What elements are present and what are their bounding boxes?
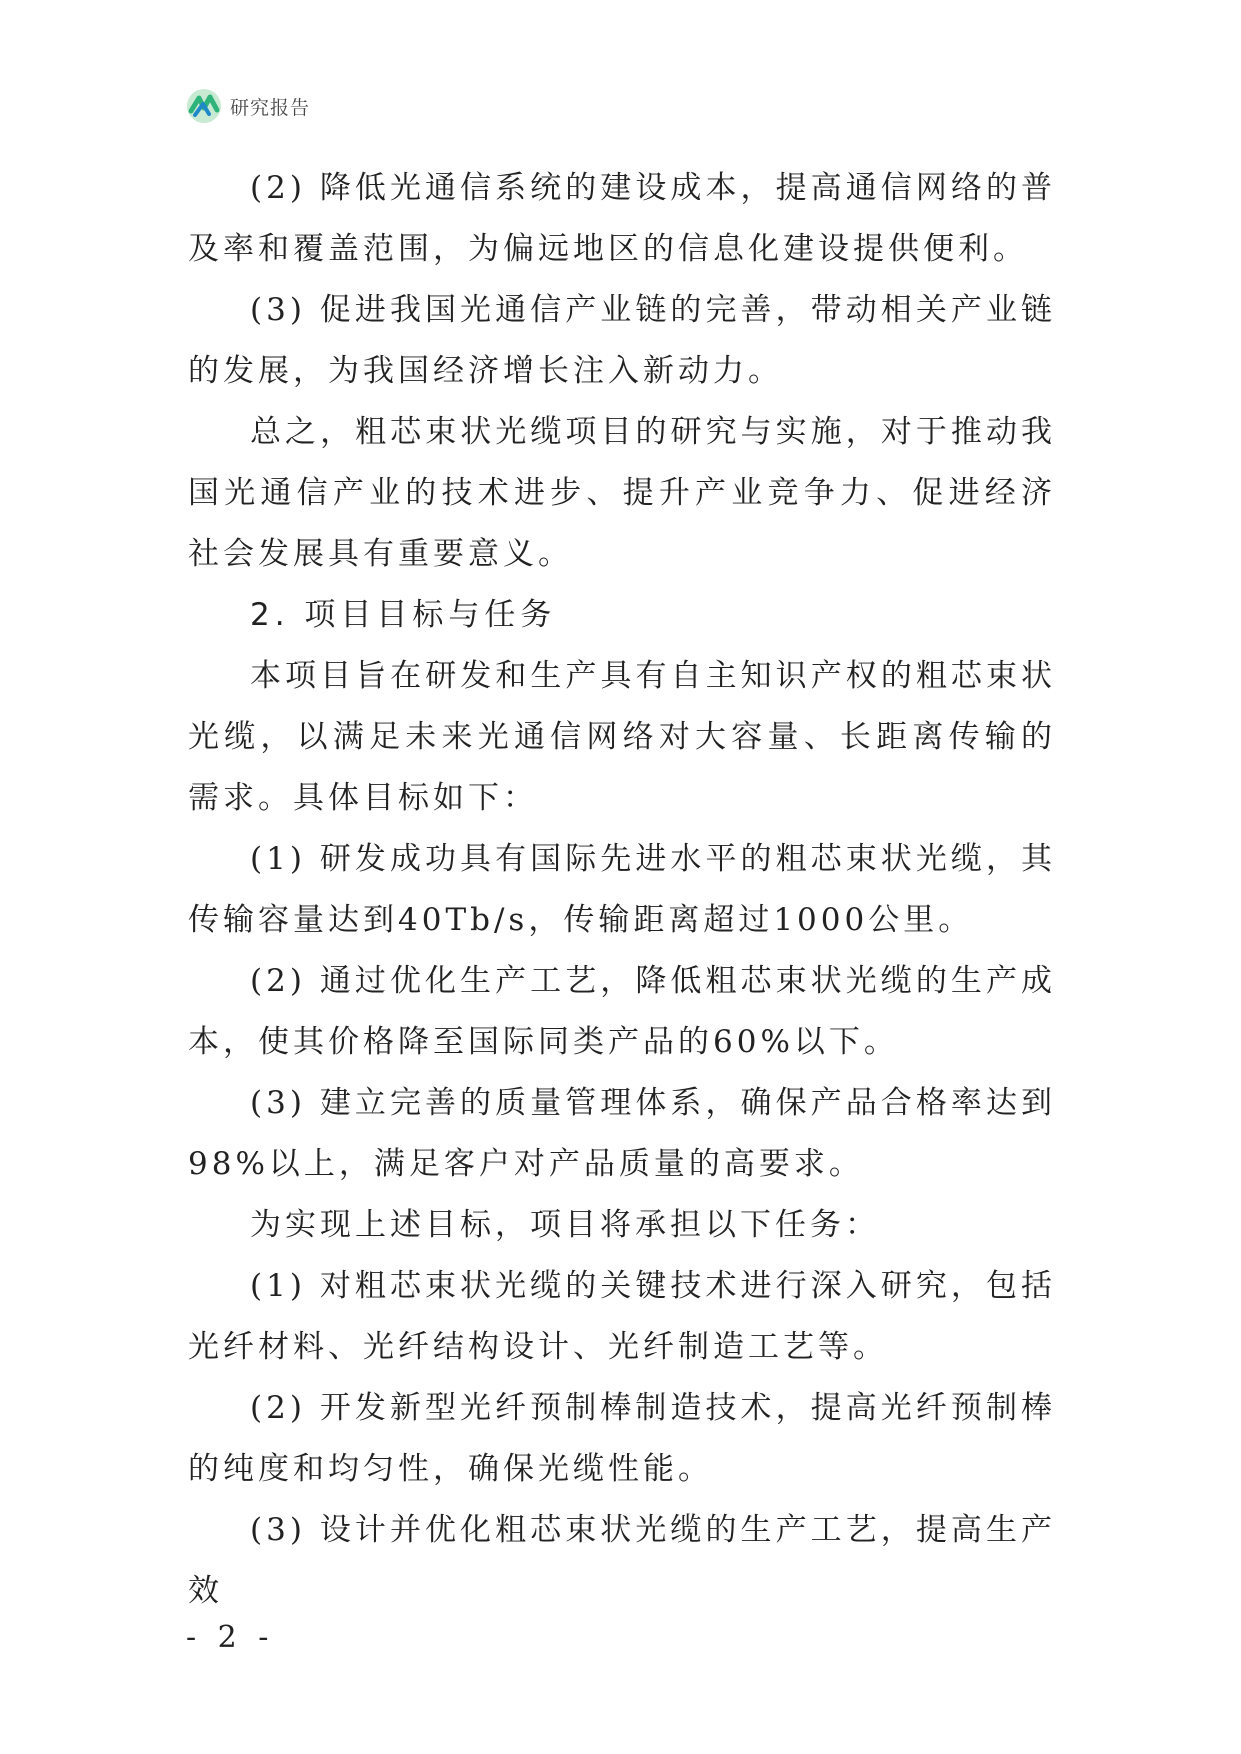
paragraph: (2) 降低光通信系统的建设成本，提高通信网络的普及率和覆盖范围，为偏远地区的信息化建设提供便利。 bbox=[188, 170, 1056, 267]
paragraph: (3) 建立完善的质量管理体系，确保产品合格率达到98%以上，满足客户对产品质量的高要求。 bbox=[188, 1085, 1056, 1182]
report-logo-icon bbox=[186, 88, 222, 124]
paragraph: 总之，粗芯束状光缆项目的研究与实施，对于推动我国光通信产业的技术进步、提升产业竞争力、促进经济社会发展具有重要意义。 bbox=[188, 414, 1056, 572]
header-title: 研究报告 bbox=[230, 96, 311, 119]
paragraph: (2) 通过优化生产工艺，降低粗芯束状光缆的生产成本，使其价格降至国际同类产品的60%以下。 bbox=[188, 963, 1056, 1060]
paragraph: 本项目旨在研发和生产具有自主知识产权的粗芯束状光缆，以满足未来光通信网络对大容量、长距离传输的需求。具体目标如下： bbox=[188, 658, 1056, 816]
paragraph: (1) 研发成功具有国际先进水平的粗芯束状光缆，其传输容量达到40Tb/s，传输距离超过1000公里。 bbox=[188, 841, 1056, 938]
document-body bbox=[188, 158, 1056, 1622]
paragraph: (3) 设计并优化粗芯束状光缆的生产工艺，提高生产效 bbox=[188, 1512, 1056, 1609]
section-heading: 2. 项目目标与任务 bbox=[250, 597, 557, 633]
paragraph: (2) 开发新型光纤预制棒制造技术，提高光纤预制棒的纯度和均匀性，确保光缆性能。 bbox=[188, 1390, 1056, 1487]
paragraph: (1) 对粗芯束状光缆的关键技术进行深入研究，包括光纤材料、光纤结构设计、光纤制造工艺等。 bbox=[188, 1268, 1056, 1365]
paragraph: 为实现上述目标，项目将承担以下任务： bbox=[250, 1207, 880, 1243]
page-number: - 2 - bbox=[186, 1620, 275, 1655]
paragraph: (3) 促进我国光通信产业链的完善，带动相关产业链的发展，为我国经济增长注入新动力。 bbox=[188, 292, 1056, 389]
page-header bbox=[186, 88, 310, 124]
